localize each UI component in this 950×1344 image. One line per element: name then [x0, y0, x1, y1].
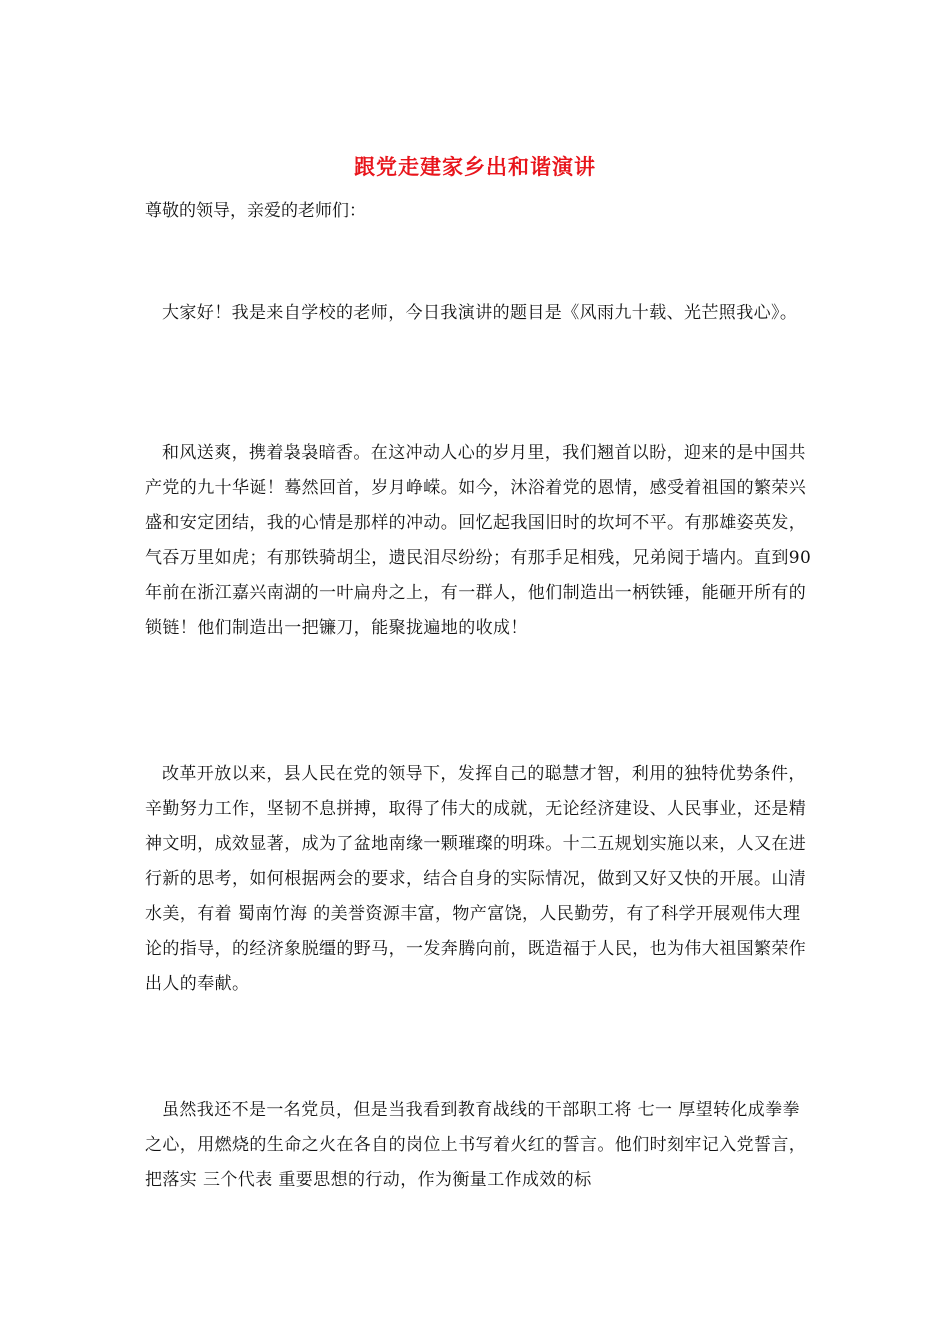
- paragraph-commitment: 虽然我还不是一名党员，但是当我看到教育战线的干部职工将 七一 厚望转化成拳拳之心，用燃烧的生命之火在各自的岗位上书写着火红的誓言。他们时刻牢记入党誓言，把落实 三个代表 重要思想的行动，作为衡量工作成效的标: [145, 1100, 807, 1190]
- paragraph-intro: 大家好！我是来自学校的老师，今日我演讲的题目是《风雨九十载、光芒照我心》。: [162, 303, 798, 323]
- salutation: 尊敬的领导，亲爱的老师们：: [145, 201, 366, 221]
- document-title: 跟党走建家乡出和谐演讲: [354, 154, 596, 179]
- paragraph-history: 和风送爽，携着袅袅暗香。在这冲动人心的岁月里，我们翘首以盼，迎来的是中国共产党的九十华诞！蓦然回首，岁月峥嵘。如今，沐浴着党的恩情，感受着祖国的繁荣兴盛和安定团结，我的心情是那样的冲动。回忆起我国旧时的坎坷不平。有那雄姿英发，气吞万里如虎；有那铁骑胡尘，遗民泪尽纷纷；有那手足相残，兄弟阋于墙内。直到90年前在浙江嘉兴南湖的一叶扁舟之上，有一群人，他们制造出一柄铁锤，能砸开所有的锁链！他们制造出一把镰刀，能聚拢遍地的收成！: [145, 443, 812, 638]
- paragraph-development: 改革开放以来，县人民在党的领导下，发挥自己的聪慧才智，利用的独特优势条件，辛勤努力工作，坚韧不息拼搏，取得了伟大的成就，无论经济建设、人民事业，还是精神文明，成效显著，成为了盆地南缘一颗璀璨的明珠。十二五规划实施以来，人又在进行新的思考，如何根据两会的要求，结合自身的实际情况，做到又好又快的开展。山清水美，有着 蜀南竹海 的美誉资源丰富，物产富饶，人民勤劳，有了科学开展观伟大理论的指导，的经济象脱缰的野马，一发奔腾向前，既造福于人民，也为伟大祖国繁荣作出人的奉献。: [145, 764, 807, 994]
